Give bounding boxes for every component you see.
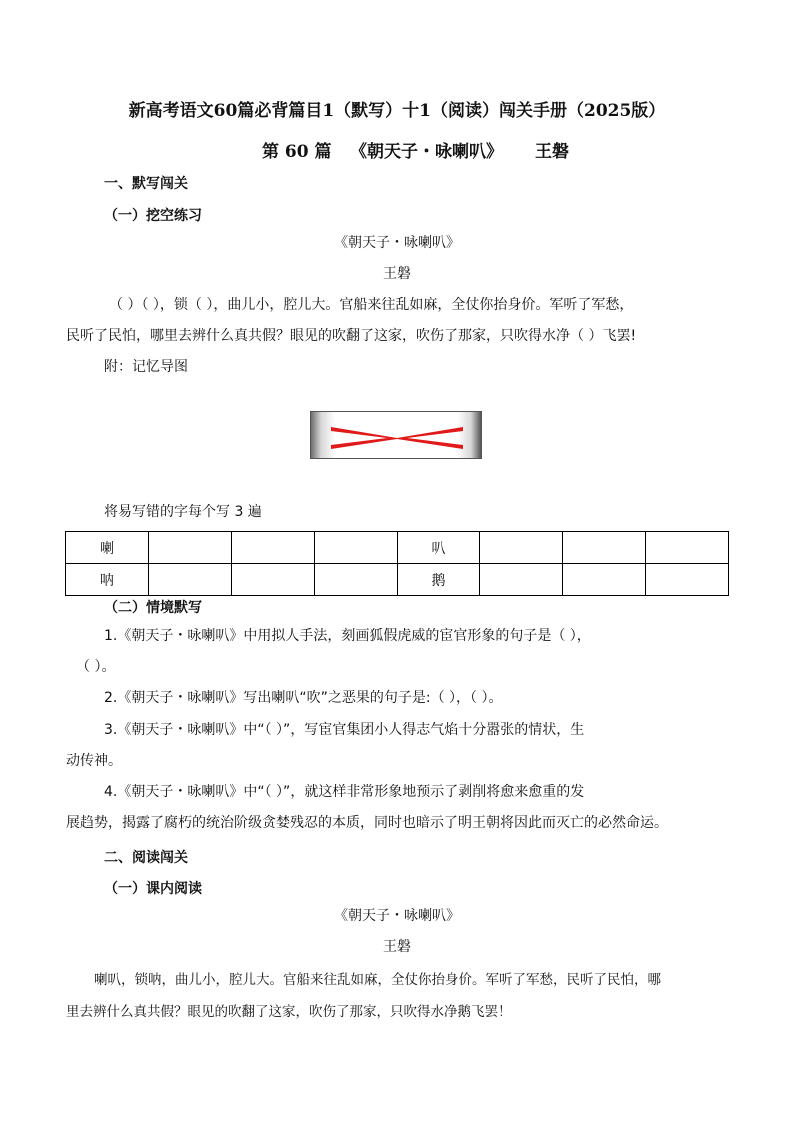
- reading-text-line-2: 里去辨什么真共假？眼见的吹翻了这家，吹伤了那家，只吹得水净鹅飞罢！: [66, 1004, 512, 1020]
- question-1-line-1: 1.《朝天子・咏喇叭》中用拟人手法，刻画狐假虎威的宦官形象的句子是（ ），: [104, 628, 591, 644]
- writing-cell[interactable]: [480, 564, 563, 596]
- question-4-line-1: 4.《朝天子・咏喇叭》中“（ ）”，就这样非常形象地预示了剥削将愈来愈重的发: [104, 784, 585, 800]
- reading-text-line-1: 喇叭，锁呐，曲儿小，腔儿大。官船来往乱如麻，全仗你抬身价。军听了军愁，民听了民怕，哪: [94, 972, 661, 988]
- table-row: [66, 532, 729, 564]
- writing-cell[interactable]: [314, 532, 397, 564]
- table-cell: 鹅: [397, 564, 480, 596]
- writing-cell[interactable]: [646, 564, 729, 596]
- subheading-in-class-reading: （一）课内阅读: [104, 881, 202, 897]
- subheading-context-dictation: （二）情境默写: [104, 600, 202, 616]
- table-cell: 喇: [66, 532, 149, 564]
- poem-title: 《朝天子・咏喇叭》: [334, 235, 460, 251]
- question-3-line-2: 动传神。: [66, 753, 122, 769]
- broken-image-icon: [310, 411, 482, 459]
- chapter-author: 王磐: [535, 142, 569, 162]
- writing-cell[interactable]: [148, 564, 231, 596]
- reading-poem-author: 王磐: [383, 939, 411, 955]
- practice-instruction: 将易写错的字每个写 3 遍: [104, 504, 262, 520]
- question-4-line-2: 展趋势，揭露了腐朽的统治阶级贪婪残忍的本质，同时也暗示了明王朝将因此而灭亡的必然命运。: [66, 815, 668, 831]
- subheading-cloze-practice: （一）挖空练习: [104, 208, 202, 224]
- character-practice-table: [65, 531, 729, 596]
- table-cell: 呐: [66, 564, 149, 596]
- writing-cell[interactable]: [646, 532, 729, 564]
- question-2-line-1: 2.《朝天子・咏喇叭》写出喇叭“吹”之恶果的句子是:（ ），（ ）。: [104, 690, 503, 706]
- mindmap-label: 附：记忆导图: [104, 359, 188, 375]
- poem-author: 王磐: [383, 266, 411, 282]
- section-heading-reading: 二、阅读闯关: [104, 850, 188, 866]
- cloze-line-1: （ ）（ ），锁（ ），曲儿小，腔儿大。官船来往乱如麻，全仗你抬身价。军听了军愁，: [109, 297, 634, 313]
- section-heading-dictation: 一、默写闯关: [104, 176, 188, 192]
- question-3-line-1: 3.《朝天子・咏喇叭》中“（ ）”，写宦官集团小人得志气焰十分嚣张的情状，生: [104, 722, 585, 738]
- cloze-line-2: 民听了民怕，哪里去辨什么真共假？眼见的吹翻了这家，吹伤了那家，只吹得水净（ ）飞罢!: [66, 328, 637, 344]
- writing-cell[interactable]: [563, 532, 646, 564]
- writing-cell[interactable]: [148, 532, 231, 564]
- table-cell: 叭: [397, 532, 480, 564]
- writing-cell[interactable]: [563, 564, 646, 596]
- writing-cell[interactable]: [231, 532, 314, 564]
- chapter-work-title: 《朝天子・咏喇叭》: [350, 142, 503, 162]
- document-title: 新高考语文60篇必背篇目1（默写）十1（阅读）闯关手册（2025版）: [128, 101, 666, 121]
- writing-cell[interactable]: [480, 532, 563, 564]
- writing-cell[interactable]: [314, 564, 397, 596]
- question-1-line-2: （ ）。: [76, 659, 116, 675]
- table-row: [66, 564, 729, 596]
- reading-poem-title: 《朝天子・咏喇叭》: [334, 908, 460, 924]
- writing-cell[interactable]: [231, 564, 314, 596]
- chapter-number: 第 60 篇: [262, 142, 332, 162]
